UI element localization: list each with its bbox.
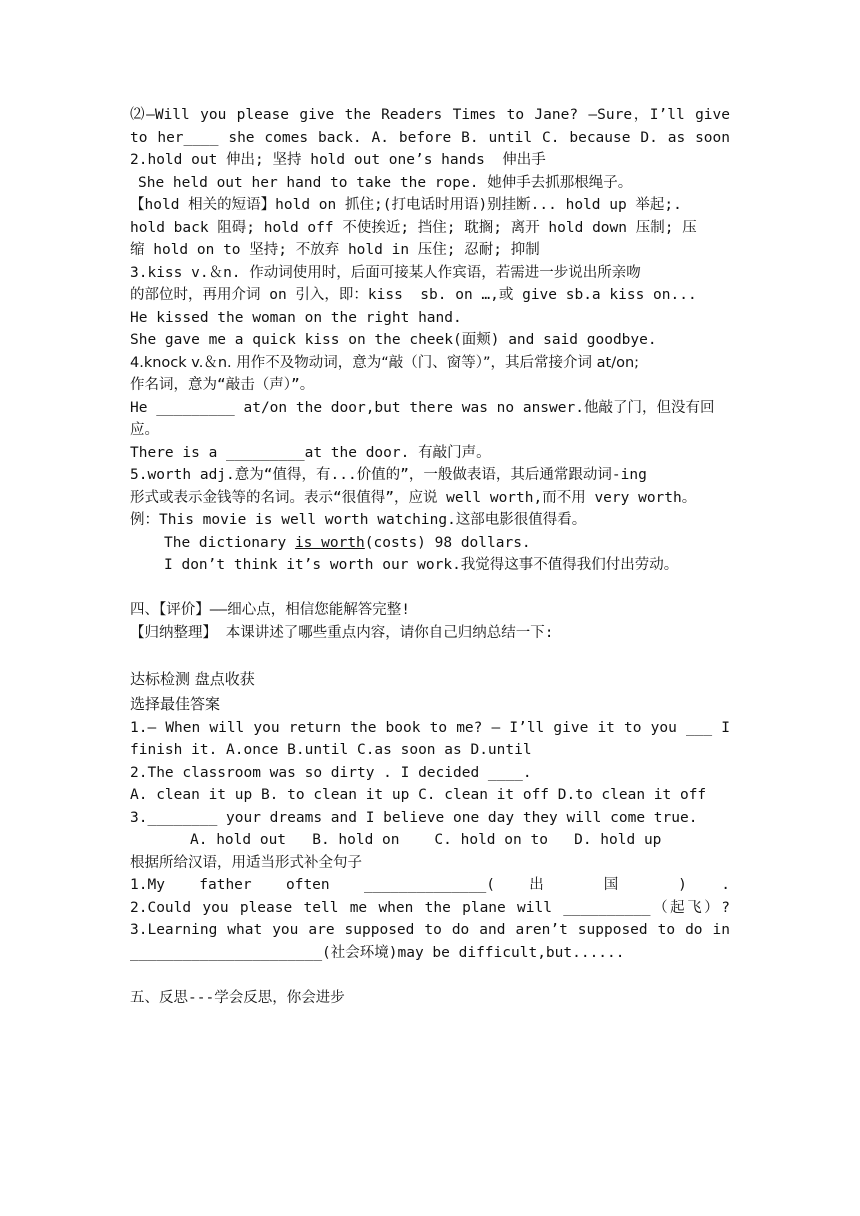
text-line: 作名词，意为“敲击（声）”。 [130, 377, 315, 393]
section-heading: 达标检测 盘点收获 [130, 669, 255, 688]
text-line: She gave me a quick kiss on the cheek(面颊) and said goodbye. [130, 332, 657, 348]
text-line: 2.hold out 伸出; 坚持 hold out one’s hands 伸出手 [130, 152, 546, 168]
question-line: 1.My father often ______________( 出 国 ) . [130, 877, 730, 893]
text-line: 4.knock v.＆n. 用作不及物动词，意为“敲（门、窗等）”，其后常接介词 at/on; [130, 354, 640, 371]
text-line: 3.kiss v.＆n. 作动词使用时，后面可接某人作宾语，若需进一步说出所亲吻 [130, 264, 641, 281]
text-segment: The dictionary [164, 534, 295, 551]
text-line [130, 532, 730, 555]
question-line: A. clean it up B. to clean it up C. clean it off D.to clean it off [130, 787, 707, 803]
text-line: He kissed the woman on the right hand. [130, 309, 462, 326]
text-segment: (costs) 98 dollars. [364, 534, 531, 551]
text-line: ⑵—Will you please give the Readers Times to Jane? —Sure，I’ll give [130, 107, 730, 123]
section-heading: 选择最佳答案 [130, 694, 221, 713]
question-line: 2.Could you please tell me when the plane will __________（起飞）? [130, 899, 730, 916]
text-line: 【hold 相关的短语】hold on 抓住;(打电话时用语)别挂断... hold up 举起;. [130, 197, 682, 213]
text-line: There is a _________at the door. 有敲门声。 [130, 444, 491, 461]
section-heading: 根据所给汉语，用适当形式补全句子 [130, 854, 362, 871]
text-line: 5.worth adj.意为“值得，有...价值的”，一般做表语，其后通常跟动词-ing [130, 467, 647, 483]
document-body [130, 104, 730, 1009]
text-line: to her____ she comes back. A. before B. until C. because D. as soon [130, 129, 730, 146]
question-line: 1.— When will you return the book to me? — I’ll give it to you ___ I [130, 719, 730, 736]
text-line: 形式或表示金钱等的名词。表示“很值得”，应说 well worth,而不用 very worth。 [130, 489, 697, 506]
question-line: 3.________ your dreams and I believe one day they will come true. [130, 809, 698, 826]
text-line: 【归纳整理】 本课讲述了哪些重点内容，请你自己归纳总结一下: [130, 624, 554, 641]
section-heading: 五、反思---学会反思，你会进步 [130, 989, 345, 1006]
question-line: ______________________(社会环境)may be difficult,but...... [130, 944, 625, 961]
text-line: hold back 阻碍; hold off 不使挨近; 挡住; 耽搁; 离开 hold down 压制; 压 [130, 219, 697, 236]
section-heading: 四、【评价】——细心点，相信您能解答完整! [130, 602, 410, 618]
text-line: I don’t think it’s worth our work.我觉得这事不值得我们付出劳动。 [164, 557, 679, 573]
question-line: A. hold out B. hold on C. hold on to D. hold up [190, 832, 662, 848]
text-line: 应。 [130, 422, 159, 438]
question-line: finish it. A.once B.until C.as soon as D.until [130, 742, 532, 758]
question-line: 2.The classroom was so dirty . I decided ____. [130, 764, 532, 781]
text-line: She held out her hand to take the rope. 她伸手去抓那根绳子。 [138, 174, 633, 191]
text-line: He _________ at/on the door,but there was no answer.他敲了门，但没有回 [130, 399, 715, 416]
question-line: 3.Learning what you are supposed to do and aren’t supposed to do in [130, 922, 730, 938]
text-line: 例：This movie is well worth watching.这部电影很值得看。 [130, 512, 587, 528]
text-line: 缩 hold on to 坚持; 不放弃 hold in 压住; 忍耐; 抑制 [130, 242, 540, 258]
text-line: 的部位时，再用介词 on 引入，即：kiss sb. on …,或 give sb.a kiss on... [130, 287, 697, 303]
underlined-text: is worth [294, 534, 365, 551]
